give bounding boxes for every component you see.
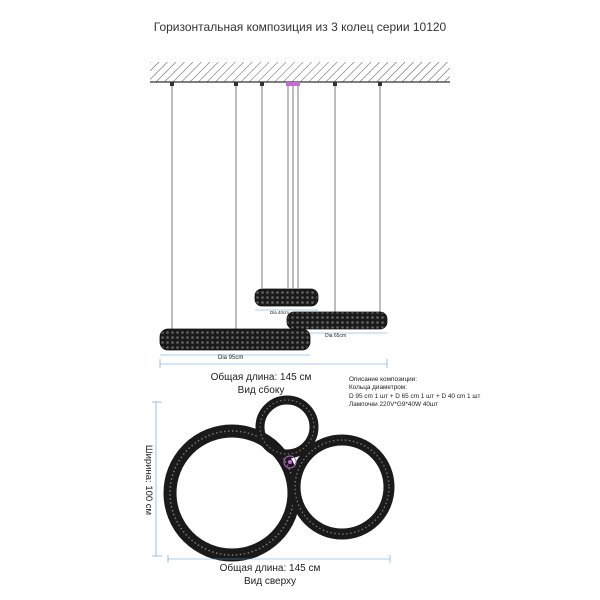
top-view-caption: Вид сверху	[243, 576, 297, 587]
page-title: Горизонтальная композиция из 3 колец серии 10120	[153, 20, 447, 34]
top-total-length: Общая длина: 145 см	[219, 563, 321, 574]
description-heading: Описание композиции:	[349, 376, 418, 383]
side-view-caption: Вид сбоку	[237, 385, 285, 396]
description-line: D 95 cm 1 шт + D 65 cm 1 шт + D 40 cm 1 шт	[349, 392, 481, 400]
ring-label-large: Dia 95cm	[218, 355, 244, 361]
description-line: Лампочки 220V*G9*40W 40шт	[349, 401, 438, 409]
side-length-dimension	[160, 359, 387, 368]
ring-label-medium: Dia 65cm	[325, 333, 347, 339]
ceiling-plate	[150, 62, 450, 82]
top-ring-small	[260, 400, 314, 454]
side-ring-large	[160, 329, 310, 355]
composition-description	[349, 376, 480, 410]
ring-label-small: Dia 40cm	[270, 310, 290, 315]
side-total-length: Общая длина: 145 см	[210, 372, 312, 383]
top-length-dimension	[168, 555, 390, 563]
description-line: Кольца диаметром:	[349, 384, 407, 392]
top-width-label: Ширина: 100 см	[143, 444, 154, 516]
side-ring-small	[255, 289, 318, 310]
top-ring-medium	[295, 440, 389, 534]
